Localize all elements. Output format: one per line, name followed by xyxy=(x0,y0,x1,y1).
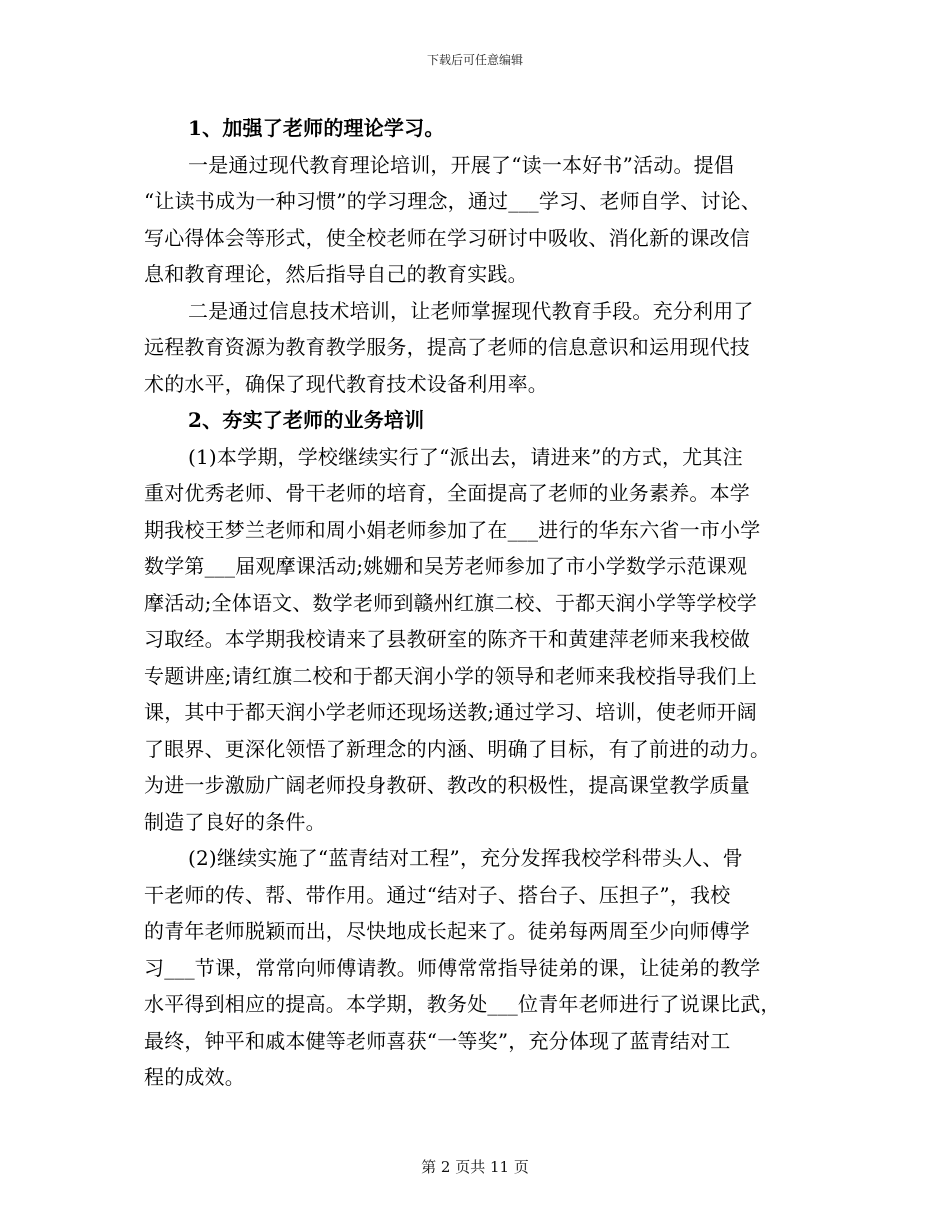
paragraph-line: 期我校王梦兰老师和周小娟老师参加了在___进行的华东六省一市小学 xyxy=(144,517,761,542)
paragraph-line: 课，其中于都天润小学老师还现场送教;通过学习、培训，使老师开阔 xyxy=(144,700,757,724)
paragraph-line: 术的水平，确保了现代教育技术设备利用率。 xyxy=(144,371,548,396)
paragraph-line: 息和教育理论，然后指导自己的教育实践。 xyxy=(144,262,528,286)
paragraph-line: 重对优秀老师、骨干老师的培育，全面提高了老师的业务素养。本学 xyxy=(144,481,750,505)
section-heading-1: 1、加强了老师的理论学习。 xyxy=(188,116,445,140)
paragraph-line: 习取经。本学期我校请来了县教研室的陈齐干和黄建萍老师来我校做 xyxy=(144,627,750,651)
paragraph-line: 程的成效。 xyxy=(144,1065,245,1089)
paragraph-line: 数学第___届观摩课活动;姚姗和吴芳老师参加了市小学数学示范课观 xyxy=(144,554,748,578)
paragraph-line: 制造了良好的条件。 xyxy=(144,809,326,834)
paragraph-line: 为进一步激励广阔老师投身教研、教改的积极性，提高课堂教学质量 xyxy=(144,773,750,797)
page-footer: 第 2 页共 11 页 xyxy=(421,1158,529,1176)
paragraph-line: 了眼界、更深化领悟了新理念的内涵、明确了目标，有了前进的动力。 xyxy=(144,736,771,761)
paragraph-line: 习___节课，常常向师傅请教。师傅常常指导徒弟的课，让徒弟的教学 xyxy=(144,955,761,980)
paragraph-line: 二是通过信息技术培训，让老师掌握现代教育手段。充分利用了 xyxy=(188,298,754,323)
paragraph-line: 摩活动;全体语文、数学老师到赣州红旗二校、于都天润小学等学校学 xyxy=(144,590,757,615)
document-body xyxy=(144,110,816,1096)
paragraph-line: 的青年老师脱颖而出，尽快地成长起来了。徒弟每两周至少向师傅学 xyxy=(144,919,750,943)
page-header: 下载后可任意编辑 xyxy=(426,53,523,67)
paragraph-line: 水平得到相应的提高。本学期，教务处___位青年老师进行了说课比武， xyxy=(144,992,781,1016)
paragraph-line: 干老师的传、帮、带作用。通过“结对子、搭台子、压担子”，我校 xyxy=(144,882,731,907)
paragraph-line: (1)本学期，学校继续实行了“派出去，请进来”的方式，尤其注 xyxy=(188,444,743,469)
section-heading-2: 2、夯实了老师的业务培训 xyxy=(188,408,425,432)
paragraph-line: 最终，钟平和戚本健等老师喜获“一等奖”，充分体现了蓝青结对工 xyxy=(144,1028,731,1053)
paragraph-line: 写心得体会等形式，使全校老师在学习研讨中吸收、消化新的课改信 xyxy=(144,225,750,250)
paragraph-line: 一是通过现代教育理论培训，开展了“读一本好书”活动。提倡 xyxy=(188,152,735,177)
paragraph-line: “让读书成为一种习惯”的学习理念，通过___学习、老师自学、讨论、 xyxy=(144,189,762,213)
paragraph-line: 远程教育资源为教育教学服务，提高了老师的信息意识和运用现代技 xyxy=(144,335,750,359)
paragraph-line: 专题讲座;请红旗二校和于都天润小学的领导和老师来我校指导我们上 xyxy=(144,663,757,688)
paragraph-line: (2)继续实施了“蓝青结对工程”，充分发挥我校学科带头人、骨 xyxy=(188,846,743,870)
